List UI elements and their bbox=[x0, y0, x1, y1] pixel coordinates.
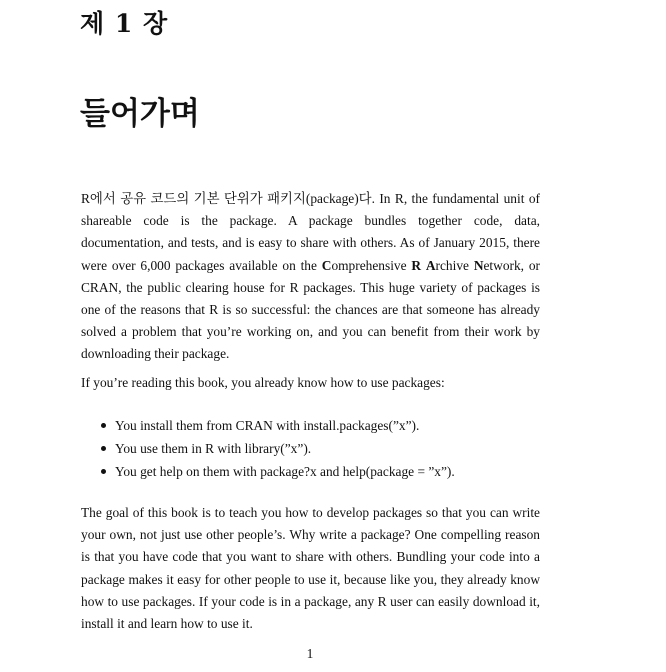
list-item-text: You get help on them with package?x and help(package = ”x”). bbox=[115, 464, 455, 479]
list-item bbox=[97, 437, 455, 460]
list-item bbox=[97, 414, 455, 437]
intro-text: R에서 공유 코드의 기본 단위가 패키지(package)다. In R, the fundamental unit of shareable code is the package. A package bundles together code, data, documentation, and tests, and is easy to share with others. As of January 2015, there were over 6,000 packages available on the bbox=[81, 191, 540, 273]
goal-paragraph: The goal of this book is to teach you how to develop packages so that you can write your own, not just use other people’s. Why write a package? One compelling reason is that you have code that you want to share with others. Bundling your code into a package makes it easy for other people to use it, because like you, they already know how to use packages. If your code is in a package, any R user can easily download it, install it and learn how to use it. bbox=[81, 505, 540, 632]
bullet-icon bbox=[101, 446, 106, 451]
intro-paragraph bbox=[81, 188, 540, 366]
bullet-icon bbox=[101, 423, 106, 428]
list-item-text: You use them in R with library(”x”). bbox=[115, 441, 312, 456]
usage-bullet-list bbox=[97, 414, 455, 483]
cran-word-comprehensive: omprehensive bbox=[331, 257, 412, 273]
list-item bbox=[97, 460, 455, 483]
intro-text-rest: , or CRAN, the public clearing house for R packages. This huge variety of packages is one of the reasons that R is so successful: the chances are that someone has already solved a problem that you’re working on, and you can benefit from their work by downloading their package. bbox=[81, 257, 540, 362]
cran-letter-n: N bbox=[473, 257, 484, 273]
chapter-title: 들어가며 bbox=[80, 96, 200, 132]
cran-letter-r: R bbox=[411, 257, 422, 273]
cran-letter-a: A bbox=[425, 257, 436, 273]
bullet-icon bbox=[101, 469, 106, 474]
cran-letter-c: C bbox=[321, 257, 332, 273]
cran-word-network: etwork bbox=[483, 257, 521, 273]
chapter-label: 제 1 장 bbox=[80, 9, 169, 38]
usage-paragraph: If you’re reading this book, you already know how to use packages: bbox=[81, 375, 445, 390]
cran-word-archive: rchive bbox=[435, 257, 474, 273]
list-item-text: You install them from CRAN with install.packages(”x”). bbox=[115, 418, 420, 433]
page-number: 1 bbox=[306, 646, 314, 661]
